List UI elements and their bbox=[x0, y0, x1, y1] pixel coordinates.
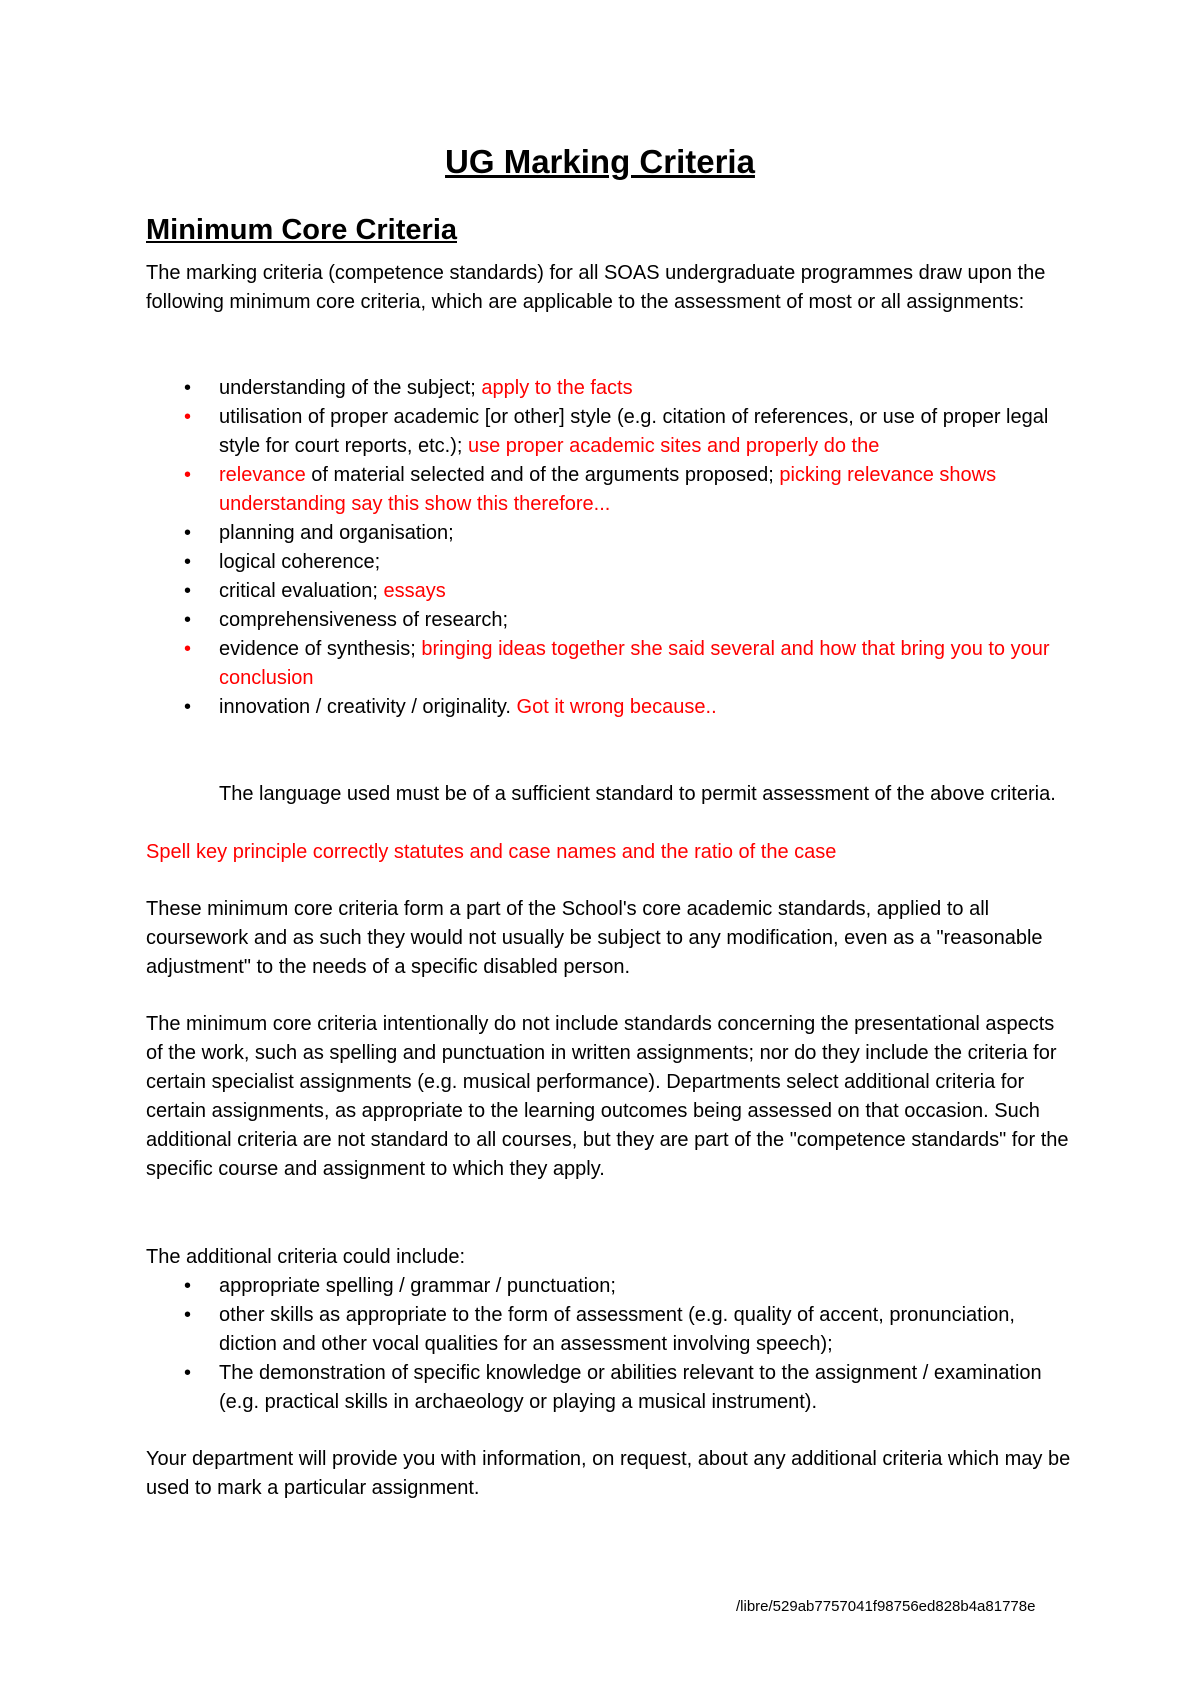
additional-criterion-item bbox=[146, 1359, 1076, 1417]
additional-intro: The additional criteria could include: bbox=[146, 1246, 466, 1268]
bullet-icon: • bbox=[184, 377, 192, 399]
document-id-footer: /libre/529ab7757041f98756ed828b4a81778e bbox=[736, 1598, 1036, 1615]
annotation-text: apply to the facts bbox=[481, 377, 633, 399]
page-title: UG Marking Criteria bbox=[445, 143, 755, 180]
bullet-icon: • bbox=[184, 638, 192, 660]
criterion-text: logical coherence; bbox=[219, 551, 381, 573]
core-criterion-item bbox=[146, 577, 1076, 606]
criterion-text: evidence of synthesis; bbox=[219, 638, 422, 660]
bullet-icon: • bbox=[184, 551, 192, 573]
core-criterion-item bbox=[146, 548, 1076, 577]
annotation-text: essays bbox=[383, 580, 446, 602]
core-criterion-item bbox=[146, 461, 1076, 519]
intro-paragraph: The marking criteria (competence standards) for all SOAS undergraduate programmes draw upon the following minimum core criteria, which are applicable to the assessment of most or all assignments: bbox=[146, 262, 1046, 313]
additional-criteria-list bbox=[146, 1272, 1076, 1417]
bullet-icon: • bbox=[184, 1362, 192, 1384]
core-criterion-item bbox=[146, 693, 1076, 722]
core-criteria-list bbox=[146, 374, 1076, 722]
annotation-text: picking relevance shows understanding say this show this therefore... bbox=[219, 464, 997, 515]
criterion-text: understanding of the subject; bbox=[219, 377, 482, 399]
criterion-text: of material selected and of the arguments proposed; bbox=[305, 464, 780, 486]
bullet-icon: • bbox=[184, 522, 192, 544]
core-criterion-item bbox=[146, 403, 1076, 461]
bullet-icon: • bbox=[184, 1304, 192, 1326]
criterion-text: planning and organisation; bbox=[219, 522, 454, 544]
bullet-icon: • bbox=[184, 609, 192, 631]
criterion-text: appropriate spelling / grammar / punctuation; bbox=[219, 1275, 616, 1297]
bullet-icon: • bbox=[184, 406, 192, 428]
core-criterion-item bbox=[146, 635, 1076, 693]
annotation-text: Got it wrong because.. bbox=[516, 696, 717, 718]
bullet-icon: • bbox=[184, 696, 192, 718]
language-note: The language used must be of a sufficient standard to permit assessment of the above criteria. bbox=[219, 783, 1056, 805]
annotation-text: relevance bbox=[219, 464, 306, 486]
section-heading: Minimum Core Criteria bbox=[146, 214, 457, 246]
annotation-text: use proper academic sites and properly do the bbox=[467, 435, 880, 457]
criterion-text: utilisation of proper academic [or other] style (e.g. citation of references, or use of proper legal style for court reports, etc.); bbox=[219, 406, 1049, 457]
presentational-paragraph: The minimum core criteria intentionally do not include standards concerning the presentational aspects of the work, such as spelling and punctuation in written assignments; nor do they include the criteria for certain specialist assignments (e.g. musical performance). Departments select additional criteria for certain assignments, as appropriate to the learning outcomes being assessed on that occasion. Such additional criteria are not standard to all courses, but they are part of the "competence standards" for the specific course and assignment to which they apply. bbox=[146, 1013, 1069, 1180]
bullet-icon: • bbox=[184, 464, 192, 486]
criterion-text: other skills as appropriate to the form of assessment (e.g. quality of accent, pronunciation, diction and other vocal qualities for an assessment involving speech); bbox=[219, 1304, 1015, 1355]
annotation-note: Spell key principle correctly statutes and case names and the ratio of the case bbox=[146, 841, 837, 863]
criterion-text: The demonstration of specific knowledge or abilities relevant to the assignment / examination (e.g. practical skills in archaeology or playing a musical instrument). bbox=[219, 1362, 1042, 1413]
criterion-text: comprehensiveness of research; bbox=[219, 609, 509, 631]
core-criterion-item bbox=[146, 606, 1076, 635]
criterion-text: innovation / creativity / originality. bbox=[219, 696, 517, 718]
standards-paragraph: These minimum core criteria form a part of the School's core academic standards, applied to all coursework and as such they would not usually be subject to any modification, even as a "reasonable adjustment" to the needs of a specific disabled person. bbox=[146, 898, 1043, 978]
bullet-icon: • bbox=[184, 580, 192, 602]
additional-criterion-item bbox=[146, 1272, 1076, 1301]
annotation-text: bringing ideas together she said several and how that bring you to your conclusion bbox=[219, 638, 1050, 689]
criterion-text: critical evaluation; bbox=[219, 580, 384, 602]
department-paragraph: Your department will provide you with information, on request, about any additional criteria which may be used to mark a particular assignment. bbox=[146, 1448, 1071, 1499]
bullet-icon: • bbox=[184, 1275, 192, 1297]
core-criterion-item bbox=[146, 519, 1076, 548]
additional-criterion-item bbox=[146, 1301, 1076, 1359]
core-criterion-item bbox=[146, 374, 1076, 403]
